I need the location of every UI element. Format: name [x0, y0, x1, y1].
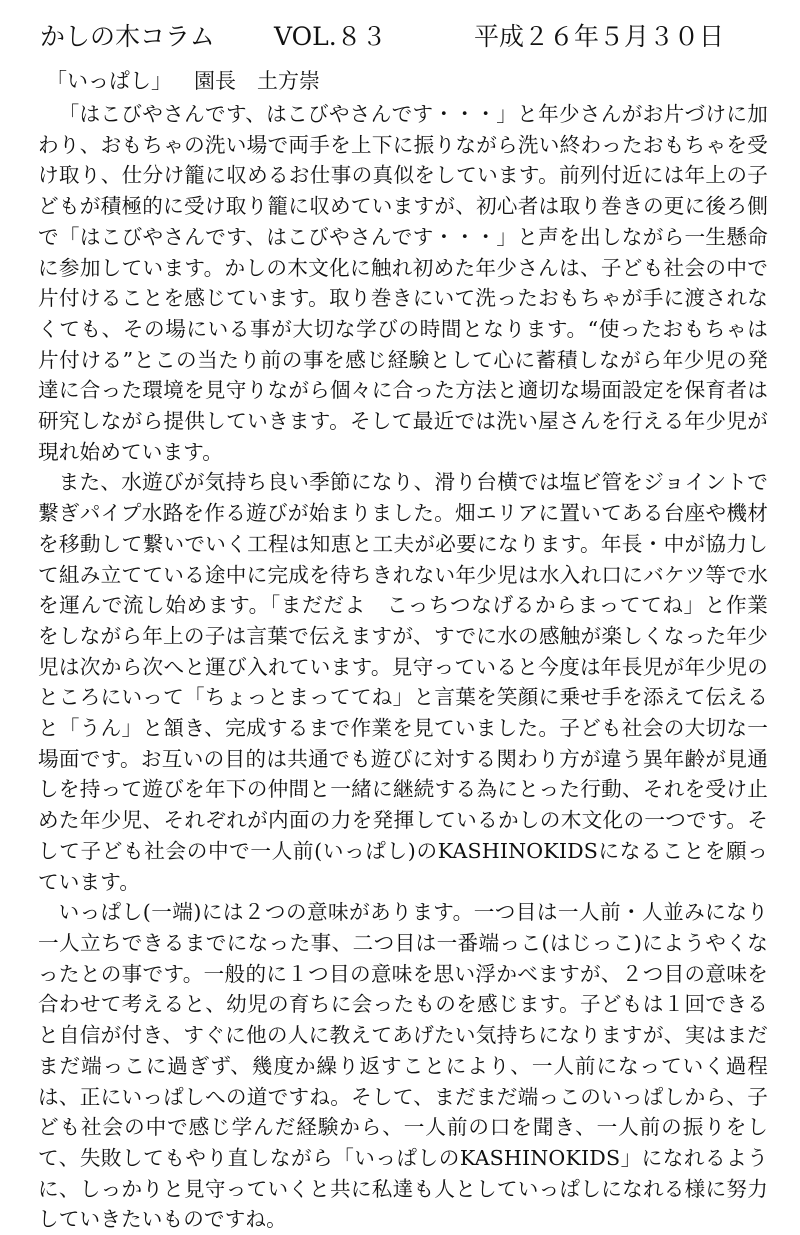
issue-date: 平成２６年５月３０日	[474, 22, 725, 51]
article-author: 園長 土方崇	[194, 69, 320, 93]
paragraph-3: いっぱし(一端)には２つの意味があります。一つ目は一人前・人並みになり一人立ちできるまでになった事、二つ目は一番端っこ(はじっこ)にようやくなったとの事です。一般的に１つ目の意味を思い浮かべますが、２つ目の意味を合わせて考えると、幼児の育ちに会ったものを感じます。子どもは１回できると自信が付き、すぐに他の人に教えてあげたい気持ちになりますが、実はまだまだ端っこに過ぎず、幾度か繰り返すことにより、一人前になっていく過程は、正にいっぱしへの道ですね。そして、まだまだ端っこのいっぱしから、子ども社会の中で感じ学んだ経験から、一人前の口を聞き、一人前の振りをして、失敗してもやり直しながら「いっぱしのKASHINOKIDS」になれるように、しっかりと見守っていくと共に私達も人としていっぱしになれる様に努力していきたいものですね。	[38, 900, 768, 1232]
article-title-line	[46, 66, 320, 96]
paragraph-1: 「はこびやさんです、はこびやさんです・・・」と年少さんがお片づけに加わり、おもちゃの洗い場で両手を上下に振りながら洗い終わったおもちゃを受け取り、仕分け籠に収めるお仕事の真似をしています。前列付近には年上の子どもが積極的に受け取り籠に収めていますが、初心者は取り巻きの更に後ろ側で「はこびやさんです、はこびやさんです・・・」と声を出しながら一生懸命に参加しています。かしの木文化に触れ初めた年少さんは、子ども社会の中で片付けることを感じています。取り巻きにいて洗ったおもちゃが手に渡されなくても、その場にいる事が大切な学びの時間となります。“使ったおもちゃは片付ける”とこの当たり前の事を感じ経験として心に蓄積しながら年少児の発達に合った環境を見守りながら個々に合った方法と適切な場面設定を保育者は研究しながら提供していきます。そして最近では洗い屋さんを行える年少児が現れ始めています。	[38, 102, 768, 464]
article-title: 「いっぱし」	[46, 69, 172, 93]
volume-number: VOL.８３	[274, 22, 387, 51]
column-header	[0, 16, 800, 56]
paragraph-2: また、水遊びが気持ち良い季節になり、滑り台横では塩ビ管をジョイントで繋ぎパイプ水路を作る遊びが始まりました。畑エリアに置いてある台座や機材を移動して繋いでいく工程は知恵と工夫が必要になります。年長・中が協力して組み立てている途中に完成を待ちきれない年少児は水入れ口にバケツ等で水を運んで流し始めます。「まだだよ こっちつなげるからまっててね」と作業をしながら年上の子は言葉で伝えますが、すでに水の感触が楽しくなった年少児は次から次へと運び入れています。見守っていると今度は年長児が年少児のところにいって「ちょっとまっててね」と言葉を笑顔に乗せ手を添えて伝えると「うん」と頷き、完成するまで作業を見ていました。子ども社会の大切な一場面です。お互いの目的は共通でも遊びに対する関わり方が違う異年齢が見通しを持って遊びを年下の仲間と一緒に継続する為にとった行動、それを受け止めた年少児、それぞれが内面の力を発揮しているかしの木文化の一つです。そして子ども社会の中で一人前(いっぱし)のKASHINOKIDSになることを願っています。	[38, 470, 768, 894]
article-body	[38, 99, 768, 1235]
column-title: かしの木コラム	[40, 22, 215, 51]
